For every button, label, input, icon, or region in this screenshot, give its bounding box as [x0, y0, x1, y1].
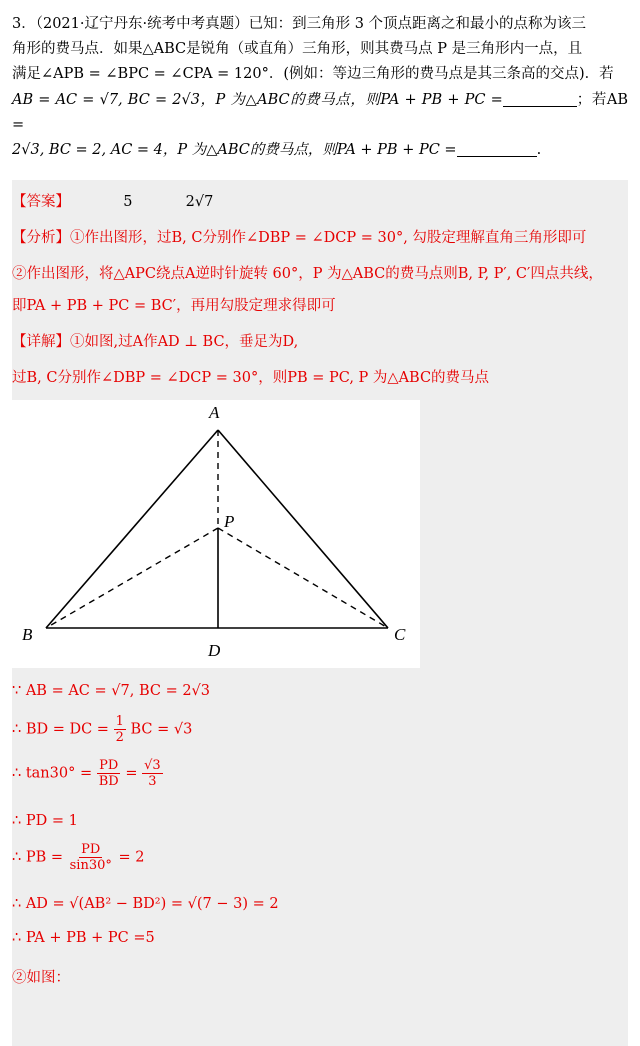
- problem-line5-a: 2√3, BC = 2, AC = 4，P 为△ABC的费马点，则PA + PB + PC =: [12, 142, 457, 159]
- fraction-pd-sin30-den: sin30°: [69, 858, 112, 873]
- fraction-half: [114, 714, 126, 745]
- analysis-tag: 【分析】: [12, 230, 70, 246]
- label-c: C: [394, 625, 406, 644]
- problem-line4-b: ；若AB =: [12, 91, 628, 133]
- analysis-line-1: [12, 226, 586, 247]
- answer-value-1: 5: [123, 194, 133, 210]
- fraction-pd-bd: [97, 758, 121, 789]
- analysis-step-1: ①作出图形，过B, C分别作∠DBP = ∠DCP = 30°, 勾股定理解直角三角形即可: [70, 230, 587, 246]
- side-ab: [46, 430, 218, 628]
- answer-blank-1[interactable]: [503, 90, 577, 107]
- problem-line-2: 角形的费马点．如果△ABC是锐角（或直角）三角形，则其费马点 P 是三角形内一点，且: [12, 41, 583, 58]
- segment-pc: [218, 528, 388, 628]
- step-2: [12, 714, 192, 745]
- fraction-half-num: 1: [115, 714, 124, 729]
- analysis-line-3: 即PA + PB + PC = BC′，再用勾股定理求得即可: [12, 298, 336, 314]
- step-3-eq: =: [125, 765, 138, 782]
- step-5-post: = 2: [118, 849, 145, 866]
- step-6: ∴ AD = √(AB² − BD²) = √(7 − 3) = 2: [12, 896, 279, 912]
- triangle-diagram: [12, 400, 420, 668]
- fraction-pd-bd-den: BD: [98, 774, 119, 789]
- answer-tag: 【答案】: [12, 194, 70, 210]
- step-3: [12, 758, 163, 789]
- detail-line-2: 过B, C分别作∠DBP = ∠DCP = 30°，则PB = PC, P 为△ABC的费马点: [12, 370, 490, 386]
- label-b: B: [22, 625, 33, 644]
- detail-tag: 【详解】: [12, 334, 70, 350]
- problem-line-3: 满足∠APB = ∠BPC = ∠CPA = 120°．(例如：等边三角形的费马点是其三条高的交点)．若: [12, 66, 614, 83]
- step-5: [12, 842, 144, 873]
- problem-line5-b: .: [536, 142, 542, 159]
- problem-number: 3．: [12, 16, 36, 32]
- problem-source: （2021·辽宁丹东·统考中考真题）: [35, 16, 249, 32]
- problem-line4-a: AB = AC = √7, BC = 2√3，P 为△ABC的费马点，则PA + PB + PC =: [12, 91, 503, 108]
- fraction-root3-3: [142, 758, 163, 789]
- answer-value-2: 2√7: [185, 194, 214, 210]
- segment-pb: [46, 528, 218, 628]
- side-ac: [218, 430, 388, 628]
- fraction-root3-3-num: √3: [144, 758, 161, 773]
- solution-panel: [12, 180, 628, 1046]
- detail-text-1: ①如图,过A作AD ⊥ BC，垂足为D,: [70, 334, 299, 350]
- problem-line-5: [12, 138, 628, 163]
- label-d: D: [208, 641, 221, 660]
- fraction-pd-sin30-num: PD: [81, 842, 101, 857]
- step-8: ②如图：: [12, 970, 70, 986]
- detail-line-1: [12, 330, 298, 351]
- label-a: A: [209, 403, 220, 422]
- answer-line: [12, 190, 213, 211]
- step-1: ∵ AB = AC = √7, BC = 2√3: [12, 683, 211, 699]
- fraction-pd-bd-num: PD: [99, 758, 119, 773]
- step-4: ∴ PD = 1: [12, 813, 78, 829]
- answer-blank-2[interactable]: [457, 140, 537, 157]
- problem-text: [12, 12, 628, 163]
- fraction-half-den: 2: [115, 730, 124, 745]
- triangle-figure: [12, 400, 420, 668]
- fraction-root3-3-den: 3: [148, 774, 157, 789]
- step-5-pre: ∴ PB =: [12, 849, 64, 866]
- analysis-line-2: ②作出图形，将△APC绕点A逆时针旋转 60°，P 为△ABC的费马点则B, P, P′, C′四点共线，: [12, 266, 603, 282]
- problem-line-1: [12, 12, 628, 37]
- step-2-pre: ∴ BD = DC =: [12, 721, 109, 738]
- step-3-pre: ∴ tan30° =: [12, 765, 93, 782]
- problem-line1-rest: 已知：到三角形 3 个顶点距离之和最小的点称为该三: [248, 16, 587, 32]
- step-2-post: BC = √3: [130, 721, 193, 738]
- step-7: ∴ PA + PB + PC =5: [12, 930, 155, 946]
- label-p: P: [224, 512, 235, 531]
- problem-line-4: [12, 88, 628, 138]
- fraction-pd-sin30: [68, 842, 114, 873]
